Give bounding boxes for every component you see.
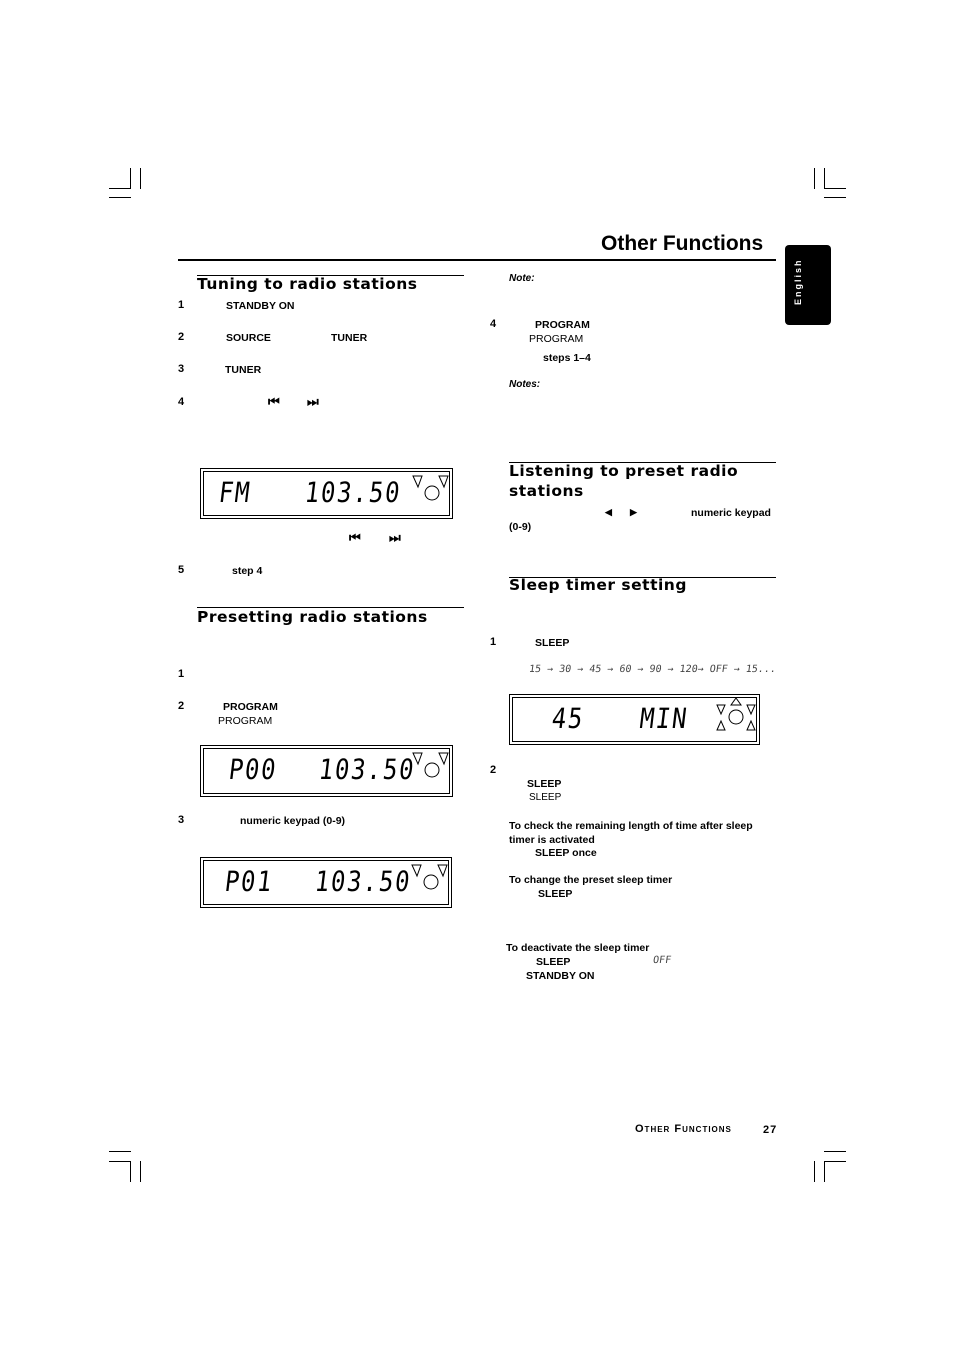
lcd-sleep-unit: MIN [638, 702, 691, 735]
presetting-step-3-number: 3 [178, 814, 185, 826]
prev-icon-2: ⏮ [349, 530, 361, 545]
presetting-step-2-key: PROGRAM [223, 701, 278, 713]
tuner-indicator-icon [409, 750, 451, 780]
sleep-heading: Sleep timer setting [509, 576, 687, 594]
tuning-heading: Tuning to radio stations [197, 275, 418, 293]
listening-keypad: numeric keypad [691, 507, 771, 519]
page-title: Other Functions [601, 232, 764, 255]
lcd-display-p00 [200, 745, 453, 797]
presetting-heading: Presetting radio stations [197, 608, 428, 626]
sleep-change-key: SLEEP [538, 888, 573, 900]
listening-heading-line1: Listening to preset radio [509, 462, 739, 480]
right-step-4-ref: steps 1–4 [543, 352, 591, 364]
lcd-frequency-p00: 103.50 [317, 753, 418, 786]
sleep-step-2-key: SLEEP [527, 778, 562, 790]
tuning-step-2-key-source: SOURCE [226, 332, 271, 344]
next-icon: ⏭ [307, 394, 319, 409]
sleep-sequence: 15 → 30 → 45 → 60 → 90 → 120→ OFF → 15... [528, 664, 777, 675]
lcd-display-fm [200, 468, 453, 519]
title-rule [178, 259, 776, 261]
lcd-sleep-value: 45 [550, 702, 587, 735]
sleep-step-2-number: 2 [490, 764, 497, 776]
notes-label: Notes: [509, 379, 541, 390]
right-step-4-number: 4 [490, 318, 497, 330]
lcd-frequency-p01: 103.50 [313, 865, 414, 898]
tuning-step-2-key-tuner: TUNER [331, 332, 368, 344]
sleep-deactivate-off: OFF [652, 955, 672, 966]
left-arrow-icon: ◀ [605, 507, 612, 517]
presetting-step-3-key: numeric keypad (0-9) [240, 815, 346, 827]
right-step-4-sub: PROGRAM [529, 333, 584, 345]
listening-range: (0-9) [509, 521, 532, 533]
listening-heading-line2: stations [509, 482, 584, 500]
note-label: Note: [509, 273, 535, 284]
tuner-indicator-icon [409, 473, 451, 503]
sleep-check-line1: To check the remaining length of time after sleep [509, 820, 753, 832]
sleep-change-title: To change the preset sleep timer [509, 874, 673, 886]
language-tab-label: English [793, 258, 803, 305]
lcd-mode-p01: P01 [223, 865, 276, 898]
prev-icon: ⏮ [268, 394, 280, 409]
tuning-step-1-number: 1 [178, 299, 185, 311]
tuning-step-3-key: TUNER [225, 364, 262, 376]
sleep-step-2-sub: SLEEP [529, 792, 562, 803]
sleep-deactivate-standby: STANDBY ON [526, 970, 595, 982]
sleep-check-line2: timer is activated [509, 834, 595, 846]
tuning-step-2-number: 2 [178, 331, 185, 343]
sleep-deactivate-key: SLEEP [536, 956, 571, 968]
lcd-mode-p00: P00 [227, 753, 280, 786]
sleep-step-1-number: 1 [490, 636, 497, 648]
tuning-step-3-number: 3 [178, 363, 185, 375]
tuning-step-4-number: 4 [178, 396, 185, 408]
sleep-deactivate-title: To deactivate the sleep timer [506, 942, 650, 954]
lcd-display-p01 [200, 857, 452, 908]
page-number: 27 [763, 1124, 778, 1136]
lcd-display-sleep [509, 694, 760, 745]
tuning-step-5-number: 5 [178, 564, 185, 576]
right-step-4-key: PROGRAM [535, 319, 590, 331]
tuning-step-1-key: STANDBY ON [226, 300, 295, 312]
tuning-step-5-ref: step 4 [232, 565, 263, 577]
footer-section-name: Other Functions [635, 1123, 732, 1135]
language-tab [785, 245, 831, 325]
lcd-frequency-fm: 103.50 [303, 476, 404, 509]
sleep-step-1-key: SLEEP [535, 637, 570, 649]
lcd-mode-fm: FM [217, 476, 254, 509]
next-icon-2: ⏭ [389, 530, 401, 545]
tuner-indicator-icon [408, 862, 450, 892]
presetting-step-2-sub: PROGRAM [218, 715, 273, 727]
sleep-indicator-icon [714, 697, 758, 733]
sleep-check-key: SLEEP once [535, 847, 597, 859]
presetting-step-1-number: 1 [178, 668, 185, 680]
presetting-step-2-number: 2 [178, 700, 185, 712]
right-arrow-icon: ▶ [630, 507, 637, 517]
